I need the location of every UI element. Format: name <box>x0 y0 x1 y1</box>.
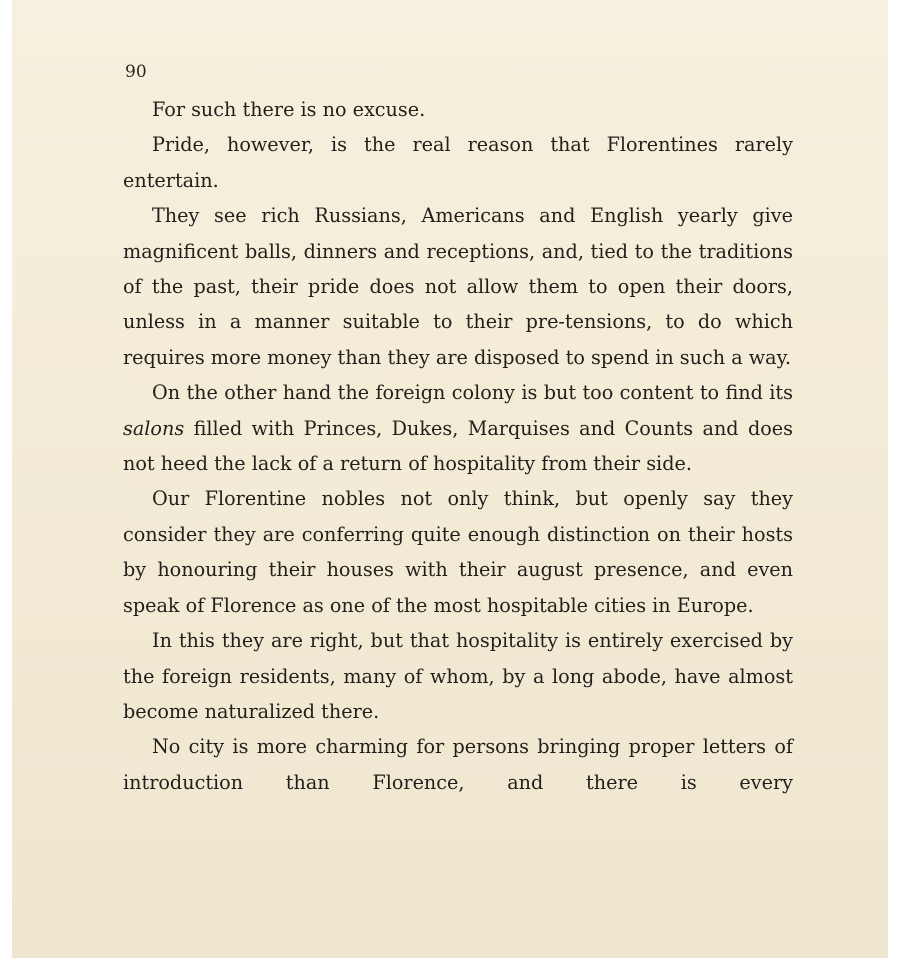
paragraph-text: Our Florentine nobles not only think, but openly say they consider they are conferring quite enough distinction on their hosts by honouring their houses with their august presence, and even speak of Florence as one of the most hospitable cities in Europe. <box>123 487 793 617</box>
paragraph-text: For such there is no excuse. <box>152 98 426 121</box>
paragraph-text: In this they are right, but that hospitality is entirely exercised by the foreign residents, many of whom, by a long abode, have almost become naturalized there. <box>123 629 793 723</box>
paragraph-text: On the other hand the foreign colony is but too content to find its <box>152 381 793 405</box>
paragraph-text: No city is more charming for persons bringing proper letters of introduction than Florence, and there is every <box>123 735 793 794</box>
paragraph-text: filled with Princes, Dukes, Marquises and Counts and does not heed the lack of a return of hospitality from their side. <box>123 416 793 476</box>
paragraph-text: They see rich Russians, Americans and English yearly give magnificent balls, dinners and receptions, and, tied to the traditions of the past, their pride does not allow them to open their doors, unless in a manner suitable to their pre-tensions, to do which requires more money than they are disposed to spend in such a way. <box>123 204 793 369</box>
paragraph <box>123 481 793 623</box>
paragraph <box>123 92 793 127</box>
page-number: 90 <box>125 62 147 82</box>
paragraph <box>123 127 793 198</box>
paragraph <box>123 729 793 800</box>
paragraph <box>123 198 793 375</box>
paragraph <box>123 623 793 729</box>
book-page <box>12 0 888 958</box>
paragraph-text: Pride, however, is the real reason that Florentines rarely entertain. <box>123 133 793 192</box>
paragraph <box>123 375 793 481</box>
body-text <box>123 92 793 800</box>
italic-word: salons <box>123 416 185 440</box>
